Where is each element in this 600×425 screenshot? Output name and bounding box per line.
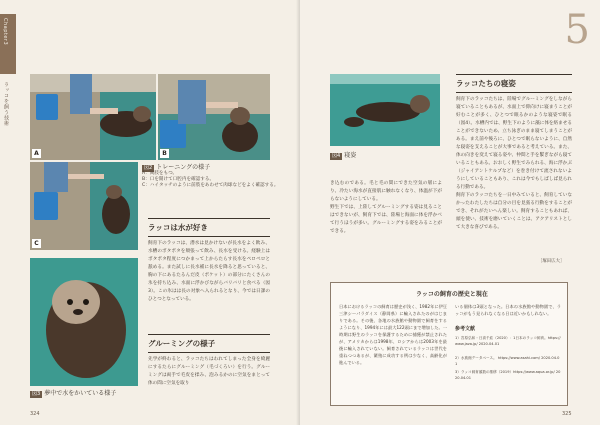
chapter-tab [0, 14, 16, 74]
photo-otter-ice [30, 258, 138, 386]
left-page-number: 324 [30, 411, 40, 417]
photo-c-label: C [32, 239, 41, 248]
fig2-title: トレーニングの様子 [156, 164, 211, 171]
fig2-note-a: A：両肢をもつ。 [142, 171, 178, 176]
fig2-tag: 図2 [144, 165, 153, 171]
photo-c-image [30, 162, 138, 250]
author-credit: ［塚田広大］ [538, 259, 565, 264]
reference-3: 3）ラッコ飼育頭数の推移（2019）https://www.aqua.or.jp/ 2020.04.01 [455, 370, 561, 380]
chapter-number: 5 [564, 7, 590, 53]
photo-a-otter-forelimbs [30, 74, 156, 160]
history-box-title: ラッコの飼育の歴史と現在 [416, 291, 488, 298]
section-heading-sleeping: ラッコたちの寝姿 [456, 74, 572, 93]
chapter-side-title: ラッコを飼う技術 [3, 82, 9, 126]
chapter-tab-label: Chapter3 [2, 18, 8, 46]
photo-otter-sleeping [330, 74, 440, 146]
photo-a-image [30, 74, 156, 160]
fig3-title: 夢中で水をかいている様子 [44, 390, 117, 397]
reference-1: 1）宮原弘和・日高千紘（2020）：1日本のラッコ飼育。https://www.jaza.jp/ 2020.04.01 [455, 336, 561, 346]
history-box-right-text: いる個体は3頭となった。日本の水族館や動物園で、ラッコがもう見られなくなる日は近いかもしれない。 [455, 304, 561, 316]
fig3-caption [30, 388, 116, 398]
photo-c-otter-paws [30, 162, 138, 250]
section-body-sleeping: 飼育下のラッコたちは、陸場でグルーミングをしながら寝ていることもあるが、水面上で仰向けに寝まうことが好むことが多く、ひとつで眠るかのような寝姿で眠る（図4）。水槽内では、野生下のように藻に体を絡ませることができないため、立ち泳ぎのまま寝てしまうことがある。まえ前や後ろに、ひとつで眠らないように、自然な寝姿を支えることが大事であると考えている。また、体の向きを変えて寝る姿や、仲間と手を繋ぎながら寝ていることもある。おおしく野生でみられる、海に浮かぶ（ジャイアントケルプなど）を巻き付けて流されないようにしていることもあり、これは今でもしばしば見られる行動である。 飼育下のラッコたちを一日中みていると、飼育していなかったわたしたちは自分の目を見張る行動をすることができ、それがたいへん楽しい。飼育することもあれば、頭を使い、技術を磨いていくことは、アクアリストとして大きな喜びである。 [456, 97, 572, 230]
fig2-note-b: B：口を開けて口腔内を確認する。 [142, 177, 215, 182]
photo-b-image [158, 74, 270, 160]
fig4-tag: 図4 [332, 153, 341, 159]
section-body-likes-water: 飼育下のラッコは、潜水は見かけないが長水をよく飲み、水槽のポタポタを頬張って飲み、長水を受ける。経験上はポタポタ程度につかまって上からたらす長水をペロペロと舐める。また試しに長水補に長水を降ると思っていると、胸の下にあるたるんだ皮（ポケット）の部分にたくさんの氷を持ち込み、水面に浮かびながらバリバリと食べる（図3）。この氷はは長の対象へ入られるとなり、今では日課のひとつとなっている。 [148, 241, 270, 302]
section-heading-likes-water: ラッコは水が好き [148, 218, 270, 237]
right-page-number: 325 [562, 411, 572, 417]
grooming-continuation: き込むのである。毛と毛の間にできた空気の層により、冷たい海水が直接肌に触れなくなり、体温が下がらないようにしている。 野生下では、上陸してグルーミングする姿は見ることはできないが、飼育下では、陸場と海面に体を浮かべて行うほうが多い。グルーミングする姿をみることができる。 [330, 181, 442, 234]
references-heading: 参考文献 [455, 326, 476, 332]
history-box-left-text: 日本におけるラッコの飼育は歴史が浅く、1982年に伊豆三津シーパラダイス（静岡県）に輸入されたのがはじまりである。その後、各地の水族館や動物園で飼育をするようになり、1994年には最大122頭にまで増加した。一時期は野生のラッコを保護するために捕獲が禁止されたが、アメリカからは1998年、ロシアからは2003年を最後に輸入されていない。飼育されているラッコは世代を重ねつつあるが、繁殖に成功する例は少なく、高齢化が進んでいる。 [339, 304, 447, 365]
reference-2: 2）水族館データベース。 https://www.asahi.com/ 2020.04.01 [455, 356, 560, 366]
fig3-tag: 図3 [32, 391, 41, 397]
photo-b-label: B [160, 149, 169, 158]
fig4-image [330, 74, 440, 146]
photo-a-label: A [32, 149, 41, 158]
fig4-caption [330, 150, 356, 160]
history-box [330, 282, 568, 406]
section-body-grooming: 先学が終わると、ラッコたちはわれてしまった全身を綺麗にするたらにグルーミング（毛づくろい）を行う。グルーミングは両手で毛皮を揉み、泡みるかのに空気をまとって体の間に空気を取り [148, 357, 270, 386]
photo-b-otter-mouth [158, 74, 270, 160]
fig3-image [30, 258, 138, 386]
section-heading-grooming: グルーミングの様子 [148, 334, 270, 353]
fig4-title: 寝姿 [344, 152, 357, 159]
fig2-note-c: C：ハイタッチのように前肢をあわせて肉球などをよく確認する。 [142, 183, 279, 188]
